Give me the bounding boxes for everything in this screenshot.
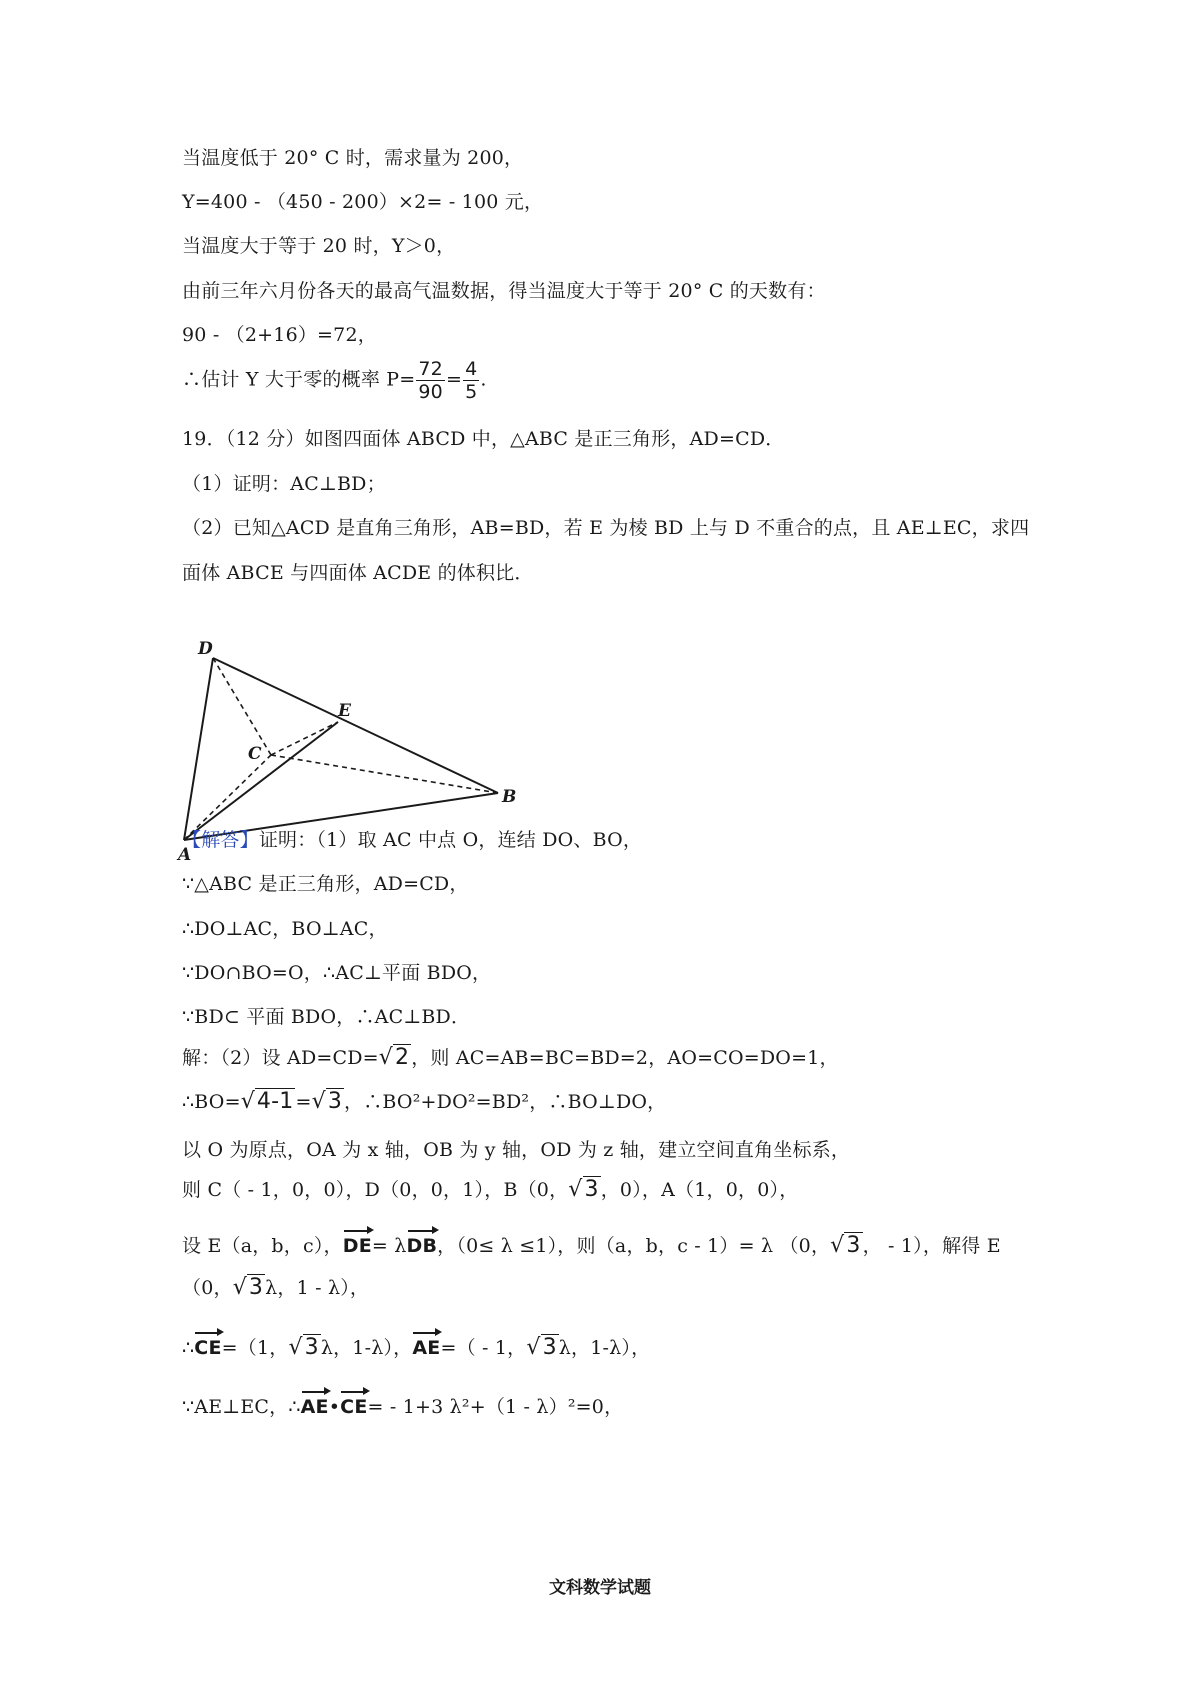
numerator: 4 (465, 358, 478, 380)
text-segment: ，（0≤ λ ≤1），则（a，b，c - 1）= λ （0， (437, 1235, 831, 1257)
vertex-label-c: C (248, 744, 262, 764)
text-line: 当温度大于等于 20 时，Y＞0， (182, 235, 456, 257)
question-19-part-1: （1）证明：AC⊥BD； (182, 473, 386, 495)
text-line (182, 1389, 623, 1419)
text-line (182, 1046, 839, 1070)
vertex-label-d: D (198, 639, 213, 659)
radicand: 3 (846, 1233, 861, 1258)
text-segment: =（1， (221, 1337, 289, 1359)
text-segment: =（ - 1， (440, 1337, 527, 1359)
radicand: 3 (304, 1335, 319, 1360)
text-line (182, 1228, 1001, 1258)
square-root: √3 (568, 1177, 599, 1202)
text-line: 当温度低于 20° C 时，需求量为 200， (182, 147, 524, 169)
text-line: ∴DO⊥AC，BO⊥AC， (182, 918, 388, 940)
text-segment: = (295, 1091, 312, 1113)
text-segment: （0， (182, 1277, 233, 1299)
edge-da (184, 658, 213, 840)
text-segment: 则 C（ - 1，0，0），D（0，0，1），B（0， (182, 1179, 569, 1201)
fraction (463, 358, 479, 403)
text-line: 由前三年六月份各天的最高气温数据，得当温度大于等于 20° C 的天数有： (182, 280, 826, 302)
vector-ae: AE (301, 1389, 329, 1419)
vertex-label-e: E (338, 701, 351, 721)
solution-tag: 【解答】 (182, 829, 259, 851)
text-line: 90 - （2+16）=72， (182, 324, 377, 346)
text-line (182, 1090, 666, 1114)
denominator: 5 (465, 381, 478, 403)
text-line: Y=400 - （450 - 200）×2= - 100 元， (182, 191, 544, 213)
radicand: 3 (327, 1089, 343, 1114)
question-19-part-2: （2）已知△ACD 是直角三角形，AB=BD，若 E 为棱 BD 上与 D 不重合的点，且 AE⊥EC，求四 (182, 517, 1030, 539)
vector-ce: CE (194, 1330, 221, 1360)
text-line: ∵DO∩BO=O，∴AC⊥平面 BDO， (182, 962, 492, 984)
text-segment: ，则 AC=AB=BC=BD=2，AO=CO=DO=1， (411, 1047, 839, 1069)
vector-ae: AE (412, 1330, 440, 1360)
question-19-part-2-cont: 面体 ABCE 与四面体 ACDE 的体积比． (182, 562, 534, 584)
text-segment: 设 E（a，b，c）， (182, 1235, 343, 1257)
dot-product-sign: • (328, 1396, 341, 1418)
text-segment: λ，1 - λ）， (265, 1277, 370, 1299)
equals-sign: = (445, 368, 463, 391)
text-line: ∵△ABC 是正三角形，AD=CD， (182, 873, 469, 895)
radicand: 2 (395, 1045, 410, 1070)
question-19: 19．（12 分）如图四面体 ABCD 中，△ABC 是正三角形，AD=CD． (182, 428, 785, 450)
text-line (182, 1178, 798, 1202)
text-segment: 证明：（1）取 AC 中点 O，连结 DO、BO， (258, 829, 643, 851)
text-line: ∵BD⊂ 平面 BDO，∴AC⊥BD． (182, 1006, 471, 1028)
text-segment: λ，1-λ）， (558, 1337, 651, 1359)
solution-line (182, 828, 642, 852)
text-segment: 解：（2）设 AD=CD= (182, 1047, 379, 1069)
radicand: 4-1 (256, 1089, 294, 1114)
text-segment: ∴ (182, 1337, 195, 1359)
vector-ce: CE (340, 1389, 367, 1419)
radicand: 3 (584, 1177, 599, 1202)
text-segment: ∴估计 Y 大于零的概率 P= (182, 368, 416, 391)
denominator: 90 (418, 381, 443, 403)
square-root: √3 (311, 1089, 343, 1114)
radicand: 3 (248, 1275, 264, 1300)
edge-cb (271, 755, 498, 793)
text-segment: ∴BO= (182, 1091, 241, 1113)
vector-de: DE (343, 1228, 372, 1258)
text-segment: ，0），A（1，0，0）， (600, 1179, 799, 1201)
text-line (182, 1276, 369, 1300)
text-line (182, 1330, 650, 1360)
edge-db (213, 658, 498, 793)
square-root: √2 (378, 1045, 410, 1070)
text-segment: . (480, 368, 487, 391)
text-segment: λ，1-λ）， (320, 1337, 413, 1359)
vector-db: DB (407, 1228, 438, 1258)
vertex-label-b: B (502, 787, 517, 807)
square-root: √4-1 (240, 1089, 294, 1114)
text-segment: = - 1+3 λ²+（1 - λ）²=0， (367, 1396, 624, 1418)
text-line: 以 O 为原点，OA 为 x 轴，OB 为 y 轴，OD 为 z 轴，建立空间直角坐标系， (182, 1139, 851, 1161)
edge-ce (271, 722, 338, 755)
square-root: √3 (232, 1275, 264, 1300)
numerator: 72 (418, 358, 443, 380)
text-segment: ∵AE⊥EC，∴ (182, 1396, 301, 1418)
radicand: 3 (542, 1335, 557, 1360)
text-segment: ， - 1），解得 E (862, 1235, 1001, 1257)
vertex-label-a: A (178, 845, 192, 865)
page-footer: 文科数学试题 (549, 1578, 651, 1598)
probability-line (182, 358, 487, 403)
square-root: √3 (526, 1335, 557, 1360)
text-segment: = λ (371, 1235, 407, 1257)
fraction (416, 358, 445, 403)
square-root: √3 (830, 1233, 861, 1258)
text-segment: ，∴BO²+DO²=BD²，∴BO⊥DO， (344, 1091, 667, 1113)
square-root: √3 (288, 1335, 319, 1360)
